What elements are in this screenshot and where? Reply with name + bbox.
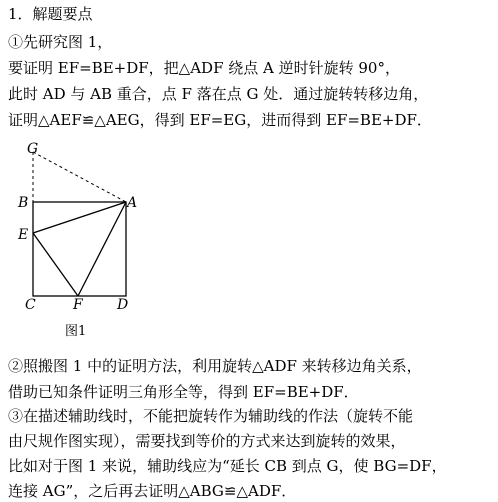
label-d: D [117,297,129,313]
text-line: 连接 AG”，之后再去证明△ABG≌△ADF． [8,482,297,500]
heading: 1．解题要点 [8,5,93,23]
text-line: 证明△AEF≌△AEG，得到 EF=EG，进而得到 EF=BE+DF． [8,111,432,129]
label-b: B [18,195,29,211]
text-line: 由尺规作图实现），需要找到等价的方式来达到旋转的效果， [8,432,406,450]
text-line: 此时 AD 与 AB 重合，点 F 落在点 G 处．通过旋转转移边角， [8,85,429,103]
text-line: ②照搬图 1 中的证明方法，利用旋转△ADF 来转移边角关系， [8,357,422,375]
figure-caption: 图1 [65,324,87,339]
label-c: C [25,297,36,313]
label-g: G [27,141,39,157]
geometry-diagram [15,136,140,346]
square-abcd [33,202,126,296]
figure-1 [15,136,140,346]
text-line: 要证明 EF=BE+DF，把△ADF 绕点 A 逆时针旋转 90°， [8,59,400,77]
text-line: 借助已知条件证明三角形全等，得到 EF=BE+DF． [8,383,359,401]
text-line: ③在描述辅助线时，不能把旋转作为辅助线的作法（旋转不能 [8,407,414,425]
label-a: A [127,195,138,211]
label-e: E [18,227,29,243]
text-line: ①先研究图 1， [8,33,113,51]
text-line: 比如对于图 1 来说，辅助线应为“延长 CB 到点 G，使 BG=DF， [8,457,447,475]
dashed-ga [33,152,126,202]
label-f: F [73,297,83,313]
segment-ef [33,233,78,296]
